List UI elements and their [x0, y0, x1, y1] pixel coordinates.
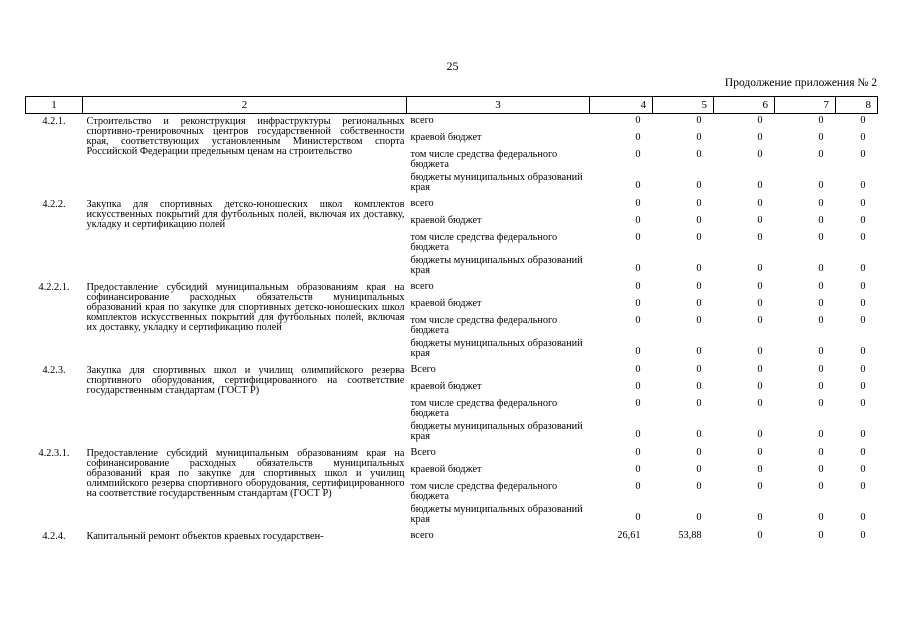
amount-cell: 0	[757, 315, 763, 326]
amount-cell: 0	[860, 464, 866, 475]
table-row	[26, 114, 878, 132]
amount-cell: 0	[860, 149, 866, 160]
amount-cell: 0	[757, 262, 763, 274]
amount-cell: 0	[696, 511, 702, 523]
table-row	[26, 446, 878, 463]
table-body	[26, 114, 878, 547]
amount-cell: 0	[757, 149, 763, 160]
funding-source: том числе средства федерального бюджета	[410, 232, 558, 253]
item-code: 4.2.1.	[42, 116, 66, 127]
amount-cell: 0	[635, 381, 641, 392]
amount-cell: 0	[860, 132, 866, 143]
amount-cell: 0	[696, 364, 702, 375]
funding-source: том числе средства федерального бюджета	[410, 315, 558, 336]
amount-cell: 0	[757, 298, 763, 309]
amount-cell: 0	[818, 232, 824, 243]
amount-cell: 0	[860, 428, 866, 440]
amount-cell: 0	[818, 298, 824, 309]
funding-source: всего	[410, 198, 434, 209]
page-number: 25	[446, 59, 459, 73]
amount-cell: 0	[818, 315, 824, 326]
funding-source: том числе средства федерального бюджета	[410, 149, 558, 170]
funding-source: краевой бюджет	[410, 132, 482, 143]
amount-cell: 0	[757, 215, 763, 226]
item-code: 4.2.2.	[42, 199, 66, 210]
amount-cell: 0	[635, 447, 641, 458]
amount-cell: 0	[818, 428, 824, 440]
amount-cell: 0	[635, 262, 641, 274]
amount-cell: 0	[818, 398, 824, 409]
funding-source: краевой бюджет	[410, 215, 482, 226]
table-row	[26, 197, 878, 214]
amount-cell: 0	[757, 281, 763, 292]
funding-source: бюджеты муниципальных образований края	[410, 421, 583, 442]
amount-cell: 0	[818, 381, 824, 392]
amount-cell: 0	[757, 364, 763, 375]
amount-cell: 53,88	[678, 530, 702, 541]
funding-source: всего	[410, 530, 434, 541]
funding-source: бюджеты муниципальных образований края	[410, 255, 583, 276]
amount-cell: 0	[696, 232, 702, 243]
amount-cell: 0	[635, 232, 641, 243]
amount-cell: 0	[696, 115, 702, 126]
amount-cell: 0	[818, 511, 824, 523]
item-name: Предоставление субсидий муниципальным образованиям края на софинансирование расходных обязательств муниципальных образований края по закупке для спортивных детско-юношеских школ комплектов искусственных покрытий для футбольных полей, включая их доставку, укладку и сертификацию полей	[86, 282, 405, 333]
amount-cell: 0	[696, 298, 702, 309]
amount-cell: 0	[818, 179, 824, 191]
amount-cell: 0	[818, 198, 824, 209]
amount-cell: 0	[818, 149, 824, 160]
amount-cell: 0	[696, 281, 702, 292]
header-cell: 1	[26, 97, 83, 114]
amount-cell: 0	[860, 115, 866, 126]
amount-cell: 0	[635, 215, 641, 226]
amount-cell: 0	[757, 198, 763, 209]
amount-cell: 0	[860, 398, 866, 409]
funding-source: Всего	[410, 447, 436, 458]
amount-cell: 0	[696, 149, 702, 160]
amount-cell: 0	[818, 262, 824, 274]
table-row	[26, 363, 878, 380]
amount-cell: 0	[757, 481, 763, 492]
amount-cell: 0	[860, 281, 866, 292]
amount-cell: 0	[860, 315, 866, 326]
amount-cell: 0	[860, 198, 866, 209]
amount-cell: 0	[860, 481, 866, 492]
amount-cell: 0	[818, 364, 824, 375]
header-cell: 5	[653, 97, 714, 114]
funding-source: краевой бюджет	[410, 464, 482, 475]
amount-cell: 0	[635, 428, 641, 440]
amount-cell: 0	[696, 447, 702, 458]
header-cell: 7	[775, 97, 836, 114]
table-row	[26, 529, 878, 546]
amount-cell: 0	[757, 345, 763, 357]
amount-cell: 26,61	[617, 530, 641, 541]
amount-cell: 0	[860, 381, 866, 392]
amount-cell: 0	[696, 179, 702, 191]
amount-cell: 0	[696, 381, 702, 392]
amount-cell: 0	[860, 232, 866, 243]
amount-cell: 0	[635, 298, 641, 309]
amount-cell: 0	[696, 132, 702, 143]
amount-cell: 0	[635, 481, 641, 492]
amount-cell: 0	[860, 262, 866, 274]
amount-cell: 0	[635, 115, 641, 126]
amount-cell: 0	[860, 364, 866, 375]
amount-cell: 0	[818, 281, 824, 292]
amount-cell: 0	[635, 511, 641, 523]
item-name: Капитальный ремонт объектов краевых государствен-	[86, 531, 324, 542]
amount-cell: 0	[635, 364, 641, 375]
item-code: 4.2.2.1.	[38, 282, 70, 293]
amount-cell: 0	[860, 215, 866, 226]
amount-cell: 0	[818, 132, 824, 143]
funding-source: бюджеты муниципальных образований края	[410, 504, 583, 525]
item-name: Закупка для спортивных школ и училищ олимпийского резерва спортивного оборудования, сертифицированного на соответствие государственным стандартам (ГОСТ Р)	[86, 365, 405, 396]
amount-cell: 0	[860, 530, 866, 541]
column-number-header	[26, 97, 878, 114]
amount-cell: 0	[635, 315, 641, 326]
amount-cell: 0	[696, 345, 702, 357]
amount-cell: 0	[635, 345, 641, 357]
funding-source: краевой бюджет	[410, 381, 482, 392]
funding-source: бюджеты муниципальных образований края	[410, 172, 583, 193]
funding-source: Всего	[410, 364, 436, 375]
amount-cell: 0	[757, 530, 763, 541]
amount-cell: 0	[757, 132, 763, 143]
item-code: 4.2.3.	[42, 365, 66, 376]
header-cell: 2	[83, 97, 407, 114]
funding-source: всего	[410, 115, 434, 126]
item-name: Строительство и реконструкция инфраструктуры региональных спортивно-тренировочных центров государственной собственности края, соответствующих установленным Министерством спорта Российской Федерации предельным ценам на строительство	[86, 116, 405, 157]
funding-source: том числе средства федерального бюджета	[410, 398, 558, 419]
amount-cell: 0	[635, 198, 641, 209]
amount-cell: 0	[696, 198, 702, 209]
amount-cell: 0	[818, 464, 824, 475]
amount-cell: 0	[757, 511, 763, 523]
amount-cell: 0	[696, 481, 702, 492]
amount-cell: 0	[696, 315, 702, 326]
amount-cell: 0	[635, 132, 641, 143]
amount-cell: 0	[818, 481, 824, 492]
amount-cell: 0	[757, 115, 763, 126]
amount-cell: 0	[818, 447, 824, 458]
funding-source: всего	[410, 281, 434, 292]
funding-source: краевой бюджет	[410, 298, 482, 309]
amount-cell: 0	[757, 179, 763, 191]
funding-source: том числе средства федерального бюджета	[410, 481, 558, 502]
amount-cell: 0	[757, 464, 763, 475]
amount-cell: 0	[635, 398, 641, 409]
funding-source: бюджеты муниципальных образований края	[410, 338, 583, 359]
amount-cell: 0	[696, 464, 702, 475]
amount-cell: 0	[860, 511, 866, 523]
header-cell: 8	[836, 97, 878, 114]
amount-cell: 0	[860, 345, 866, 357]
amount-cell: 0	[818, 530, 824, 541]
amount-cell: 0	[635, 281, 641, 292]
header-cell: 6	[714, 97, 775, 114]
amount-cell: 0	[818, 215, 824, 226]
amount-cell: 0	[757, 398, 763, 409]
item-code: 4.2.4.	[42, 531, 66, 542]
appendix-continuation-note: Продолжение приложения № 2	[724, 77, 877, 89]
amount-cell: 0	[696, 398, 702, 409]
amount-cell: 0	[757, 428, 763, 440]
amount-cell: 0	[818, 345, 824, 357]
item-code: 4.2.3.1.	[38, 448, 70, 459]
amount-cell: 0	[757, 447, 763, 458]
budget-table	[25, 96, 878, 546]
amount-cell: 0	[635, 179, 641, 191]
amount-cell: 0	[696, 262, 702, 274]
amount-cell: 0	[860, 179, 866, 191]
amount-cell: 0	[635, 149, 641, 160]
item-name: Закупка для спортивных детско-юношеских школ комплектов искусственных покрытий для футбольных полей, включая их доставку, укладку и сертификацию полей	[86, 199, 405, 230]
amount-cell: 0	[860, 447, 866, 458]
amount-cell: 0	[635, 464, 641, 475]
header-cell: 3	[407, 97, 590, 114]
amount-cell: 0	[696, 428, 702, 440]
amount-cell: 0	[757, 232, 763, 243]
header-cell: 4	[590, 97, 653, 114]
amount-cell: 0	[757, 381, 763, 392]
amount-cell: 0	[818, 115, 824, 126]
item-name: Предоставление субсидий муниципальным образованиям края на софинансирование расходных обязательств муниципальных образований края по закупке для спортивных школ и училищ олимпийского резерва спортивного оборудования, сертифицированного на соответствие государственным стандартам (ГОСТ Р)	[86, 448, 405, 499]
amount-cell: 0	[696, 215, 702, 226]
amount-cell: 0	[860, 298, 866, 309]
table-row	[26, 280, 878, 297]
